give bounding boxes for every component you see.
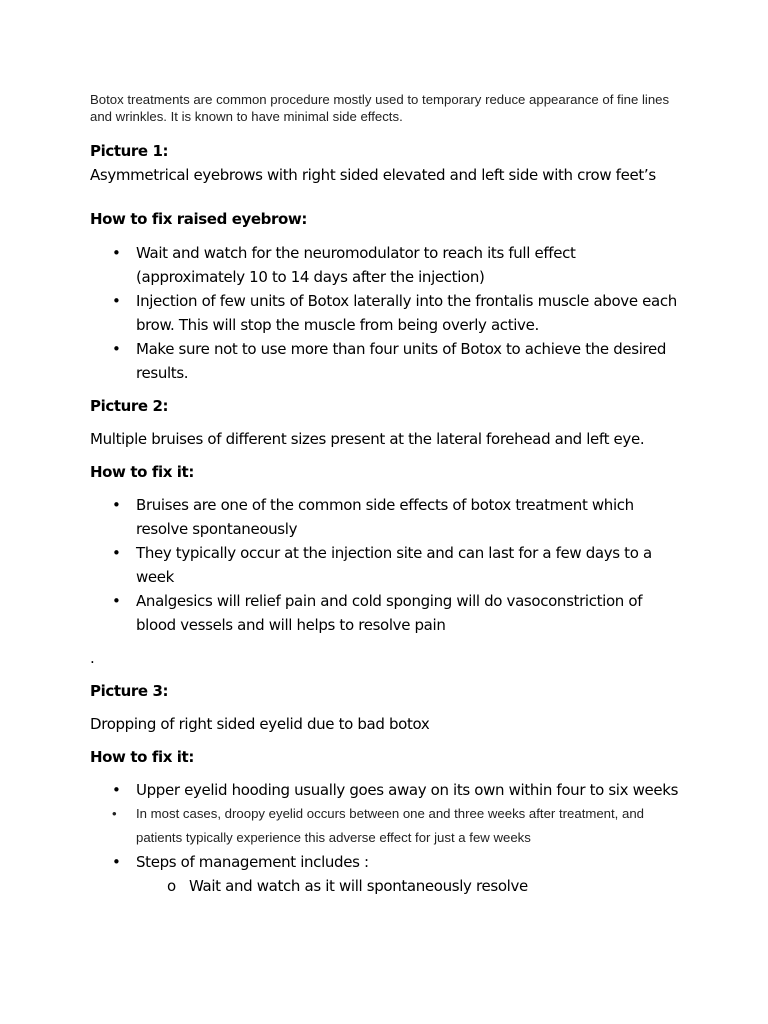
- picture-2-description: Multiple bruises of different sizes present at the lateral forehead and left eye.: [90, 430, 645, 448]
- spacer: [90, 385, 680, 394]
- picture-3-description: Dropping of right sided eyelid due to bad botox: [90, 715, 430, 733]
- spacer: [90, 231, 680, 241]
- list-item: • Bruises are one of the common side effects of botox treatment which resolve spontaneously: [90, 493, 680, 541]
- spacer: [90, 451, 680, 460]
- spacer: [90, 736, 680, 745]
- picture-2-fix-heading: How to fix it:: [90, 463, 194, 481]
- list-item: • They typically occur at the injection site and can last for a few days to a week: [90, 541, 680, 589]
- list-item: • Analgesics will relief pain and cold sponging will do vasoconstriction of blood vessels and will helps to resolve pain: [90, 589, 680, 637]
- list-item: • Upper eyelid hooding usually goes away on its own within four to six weeks: [90, 778, 680, 802]
- list-item: • Injection of few units of Botox laterally into the frontalis muscle above each brow. This will stop the muscle from being overly active.: [90, 289, 680, 337]
- picture-1-section: [90, 139, 680, 385]
- spacer: [90, 769, 680, 778]
- sub-list-item: o Wait and watch as it will spontaneously resolve: [144, 874, 680, 898]
- picture-1-heading: Picture 1:: [90, 142, 169, 160]
- picture-3-fix-heading: How to fix it:: [90, 748, 194, 766]
- picture-2-heading: Picture 2:: [90, 397, 169, 415]
- spacer: [90, 484, 680, 493]
- picture-3-management-steps: [144, 874, 680, 898]
- picture-3-section: [90, 679, 680, 898]
- list-item: • Wait and watch for the neuromodulator to reach its full effect (approximately 10 to 14 days after the injection): [90, 241, 680, 289]
- spacer: [90, 670, 680, 679]
- spacer: [90, 637, 680, 646]
- document-page: [90, 92, 680, 898]
- list-item: • Steps of management includes :: [90, 850, 680, 874]
- picture-1-description: Asymmetrical eyebrows with right sided elevated and left side with crow feet’s: [90, 166, 656, 184]
- picture-3-heading: Picture 3:: [90, 682, 169, 700]
- picture-1-fix-heading: How to fix raised eyebrow:: [90, 210, 307, 228]
- spacer: [90, 418, 680, 427]
- picture-1-fix-list: [90, 241, 680, 385]
- spacer: [90, 187, 680, 207]
- separator-dot: .: [90, 649, 95, 667]
- picture-2-section: [90, 394, 680, 637]
- picture-3-fix-list: [90, 778, 680, 874]
- list-item: • Make sure not to use more than four units of Botox to achieve the desired results.: [90, 337, 680, 385]
- intro-paragraph: Botox treatments are common procedure mostly used to temporary reduce appearance of fine lines and wrinkles. It is known to have minimal side effects.: [90, 92, 670, 124]
- list-item: • In most cases, droopy eyelid occurs between one and three weeks after treatment, and patients typically experience this adverse effect for just a few weeks: [90, 802, 680, 850]
- picture-2-fix-list: [90, 493, 680, 637]
- spacer: [90, 703, 680, 712]
